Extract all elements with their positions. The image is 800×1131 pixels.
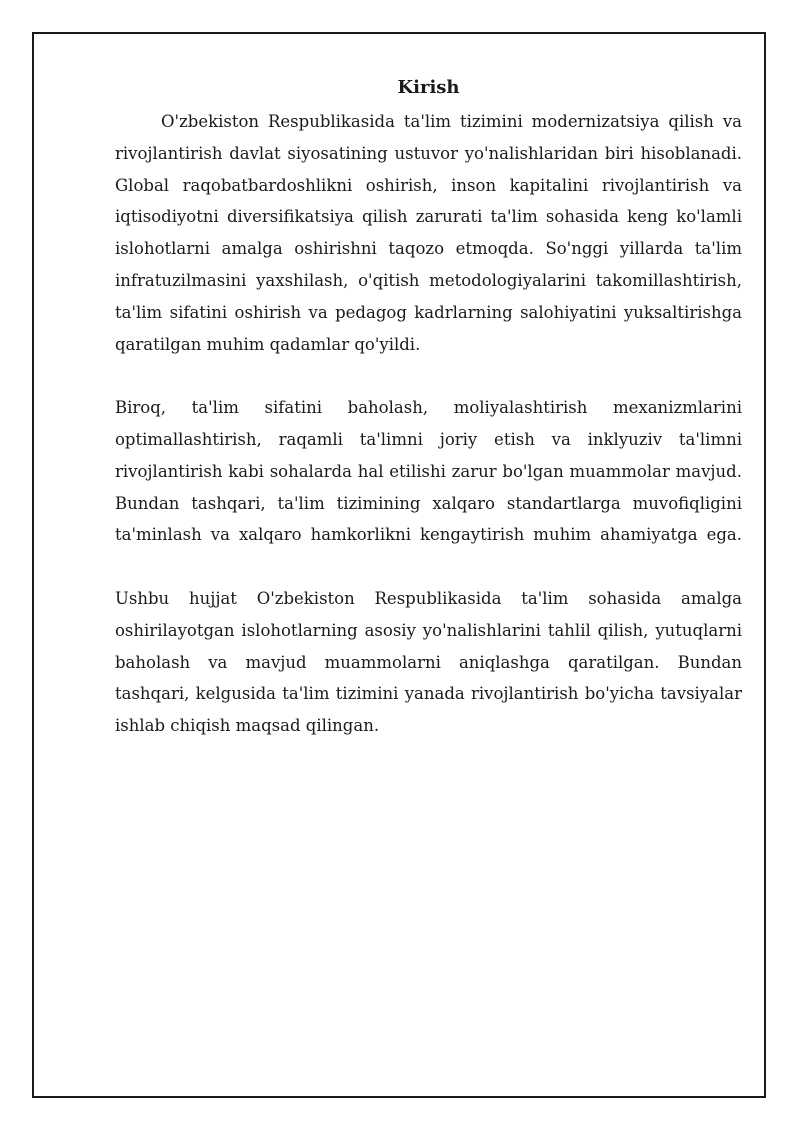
document-body <box>115 76 742 742</box>
paragraph-3: Ushbu hujjat O'zbekiston Respublikasida ta'lim sohasida amalga oshirilayotgan islohotlarning asosiy yo'nalishlarini tahlil qilish, yutuqlarni baholash va mavjud muammolarni aniqlashga qaratilgan. Bundan tashqari, kelgusida ta'lim tizimini yanada rivojlantirish bo'yicha tavsiyalar ishlab chiqish maqsad qilingan. <box>115 588 742 736</box>
paragraph-spacer <box>115 360 742 392</box>
document-title: Kirish <box>397 77 460 98</box>
paragraph-2: Biroq, ta'lim sifatini baholash, moliyalashtirish mexanizmlarini optimallashtirish, raqamli ta'limni joriy etish va inklyuziv ta'limni rivojlantirish kabi sohalarda hal etilishi zarur bo'lgan muammolar mavjud. Bundan tashqari, ta'lim tizimining xalqaro standartlarga muvofiqligini ta'minlash va xalqaro hamkorlikni kengaytirish muhim ahamiyatga ega. <box>115 398 742 545</box>
paragraph-1: O'zbekiston Respublikasida ta'lim tizimini modernizatsiya qilish va rivojlantirish davlat siyosatining ustuvor yo'nalishlaridan biri hisoblanadi. Global raqobatbardoshlikni oshirish, inson kapitalini rivojlantirish va iqtisodiyotni diversifikatsiya qilish zarurati ta'lim sohasida keng ko'lamli islohotlarni amalga oshirishni taqozo etmoqda. So'nggi yillarda ta'lim infratuzilmasini yaxshilash, o'qitish metodologiyalarini takomillashtirish, ta'lim sifatini oshirish va pedagog kadrlarning salohiyatini yuksaltirishga qaratilgan muhim qadamlar qo'yildi. <box>115 112 742 354</box>
paragraph-spacer <box>115 551 742 583</box>
